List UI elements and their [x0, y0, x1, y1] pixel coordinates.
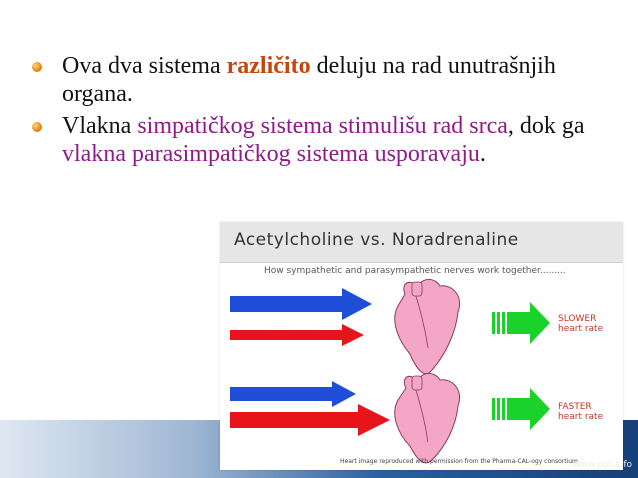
- text-run: Vlakna: [62, 113, 138, 139]
- highlight-text: simpatičkog sistema stimulišu rad srca: [137, 113, 508, 139]
- faster-heart-rate-label: [558, 402, 603, 422]
- slower-heart-rate-label: [558, 314, 603, 334]
- figure-title: Acetylcholine vs. Noradrenaline: [234, 230, 519, 250]
- slower-result-arrow: [492, 302, 550, 344]
- acetylcholine-label-top: Acetylcholine: [234, 299, 303, 309]
- figure-acetylcholine-vs-noradrenaline: [220, 222, 623, 470]
- bullet-icon: [32, 62, 42, 72]
- acetylcholine-label-bottom: Acetylcholine: [234, 390, 303, 400]
- text-run: Ova dva sistema: [62, 53, 227, 79]
- bullet-icon: [32, 122, 42, 132]
- figure-subtitle: How sympathetic and parasympathetic nerves work together.........: [264, 266, 566, 276]
- text-run: .: [479, 141, 486, 167]
- result-line-2: heart rate: [558, 412, 604, 422]
- bullet-item-1: [32, 52, 612, 108]
- emphasis-text: različito: [226, 53, 311, 79]
- bullet-list: [32, 52, 612, 172]
- text-run: deluju na rad unutrašnjih organa.: [62, 53, 556, 107]
- result-line-1: SLOWER: [558, 314, 597, 324]
- highlight-text: vlakna parasimpatičkog sistema usporavaju: [62, 141, 480, 167]
- watermark: www.ppt.info: [573, 460, 632, 470]
- bullet-text-2: [62, 112, 612, 168]
- heart-icon-top: [395, 279, 460, 373]
- bullet-item-2: [32, 112, 612, 168]
- bullet-text-1: [62, 52, 612, 108]
- result-line-2: heart rate: [558, 324, 604, 334]
- heart-icon-bottom: [395, 373, 460, 462]
- noradrenaline-label-top: Noradrenaline: [234, 330, 307, 340]
- result-line-1: FASTER: [558, 402, 592, 412]
- text-run: , dok ga: [507, 113, 585, 139]
- figure-diagram: [220, 222, 623, 470]
- figure-credit: Heart image reproduced with permission from the Pharma-CAL-ogy consortium: [340, 458, 578, 465]
- faster-result-arrow: [492, 388, 550, 430]
- noradrenaline-label-bottom: Noradrenaline: [234, 416, 307, 426]
